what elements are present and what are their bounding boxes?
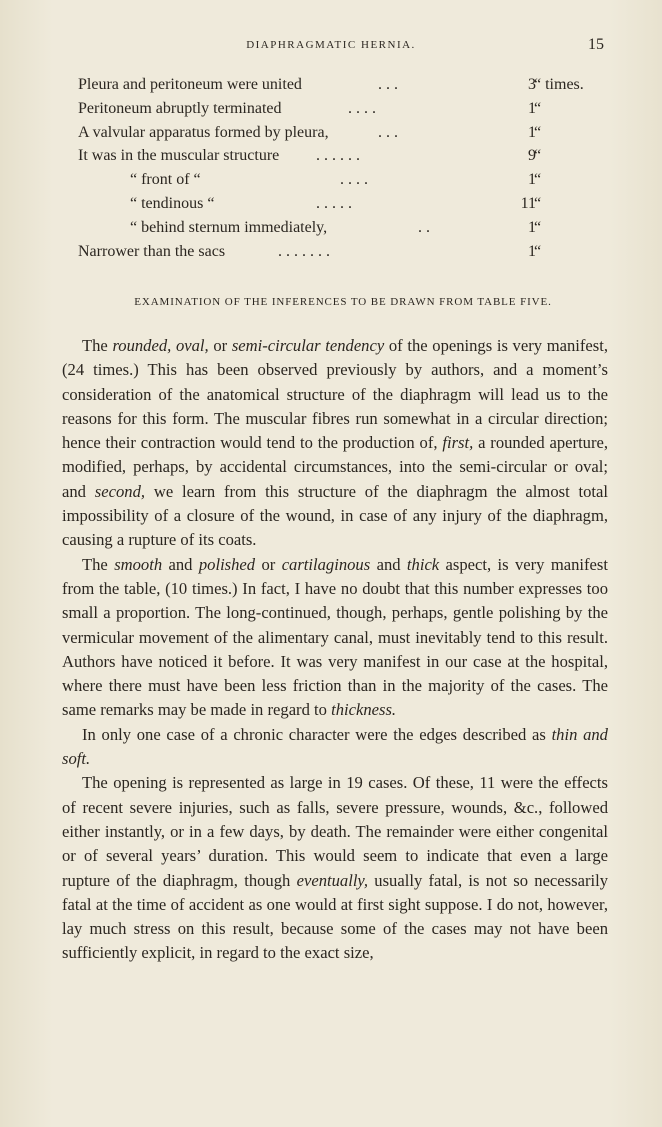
row-count: 11 <box>520 194 536 212</box>
table-row <box>78 121 608 145</box>
row-unit: “ times. <box>534 76 584 93</box>
row-unit: “ <box>534 123 542 141</box>
leader-dots: . . . <box>378 123 398 141</box>
italic-run: rounded, oval, <box>112 336 209 355</box>
row-unit: “ <box>534 242 542 260</box>
row-unit: “ <box>534 194 542 212</box>
row-unit: “ <box>534 147 542 165</box>
row-label: Peritoneum abruptly terminated <box>78 99 282 117</box>
row-count: 1 <box>528 171 536 189</box>
leader-dots: . . . . . <box>316 194 352 212</box>
leader-dots: . . . <box>378 76 398 93</box>
row-count: 1 <box>528 99 536 117</box>
table-row <box>78 168 608 192</box>
body-text <box>62 334 608 966</box>
text-run: The opening is represented as large in 19 cases. Of these, 11 were the effects of recent severe injuries, such as falls, severe pressure, wounds, &c., followed either instantly, or in a few days, by death. The remainder were either congenital or of several years’ duration. This would seem to indicate that even a large rupture of the diaphragm, though <box>62 773 608 890</box>
running-title: DIAPHRAGMATIC HERNIA. <box>246 39 416 51</box>
text-run: we learn from this structure of the diaphragm the almost total impossibility of a closure of the wound, in case of any injury of the diaphragm, causing a rupture of its coats. <box>62 481 609 550</box>
row-count: 9 <box>528 147 536 165</box>
row-unit: “ <box>534 218 542 236</box>
italic-run: thin and soft. <box>62 724 608 769</box>
text-run: or <box>255 554 282 574</box>
table-row <box>78 240 608 264</box>
paragraph <box>62 553 608 723</box>
text-run: usually fatal, is not so necessarily fatal at the time of accident as one would at first sight suppose. I do not, however, lay much stress on this result, because some of the cases may not have been sufficiently explicit, in regard to the exact size, <box>62 870 608 963</box>
text-run: aspect, is very manifest from the table, (10 times.) In fact, I have no doubt that this number expresses too small a proportion. The long-continued, though, perhaps, gentle polishing by the vermicular movement of the alimentary canal, must inevitably tend to this result. Authors have noticed it before. It was very manifest in our case at the hospital, where there must have been less friction than in the majority of the cases. The same remarks may be made in regard to <box>62 554 608 720</box>
italic-run: first, <box>442 433 474 453</box>
italic-run: eventually, <box>296 870 369 890</box>
italic-run: cartilaginous <box>281 554 371 574</box>
running-head <box>0 36 662 56</box>
leader-dots: . . . . <box>340 171 368 189</box>
row-count: 3 <box>528 76 536 93</box>
row-count: 1 <box>528 123 536 141</box>
table-row <box>78 73 608 97</box>
text-run: or <box>208 336 232 355</box>
table-row <box>78 144 608 168</box>
leader-dots: . . . . <box>348 99 376 117</box>
row-label: Pleura and peritoneum were united <box>78 76 302 93</box>
italic-run: smooth <box>114 554 163 574</box>
row-label: Narrower than the sacs <box>78 242 226 260</box>
row-label: “ behind sternum immediately, <box>130 218 328 236</box>
row-count: 1 <box>528 242 536 260</box>
section-heading: EXAMINATION OF THE INFERENCES TO BE DRAWN FROM TABLE FIVE. <box>134 296 552 308</box>
row-label: It was in the muscular structure <box>78 147 280 165</box>
italic-run: second, <box>94 481 146 501</box>
row-unit: “ <box>534 99 542 117</box>
table-row <box>78 216 608 240</box>
text-run: a rounded aperture, modified, perhaps, by accidental circumstances, into the semi-circular or oval; and <box>62 433 609 501</box>
row-label: “ front of “ <box>130 171 201 189</box>
italic-run: polished <box>198 554 256 574</box>
paragraph <box>62 771 608 965</box>
italic-run: thickness. <box>331 700 397 720</box>
text-run: The <box>82 336 113 355</box>
table-row <box>78 192 608 216</box>
paragraph <box>62 723 608 772</box>
page-number: 15 <box>588 36 604 53</box>
text-run: and <box>162 554 199 574</box>
italic-run: semi-circular tendency <box>231 336 385 355</box>
text-run: The <box>82 554 115 574</box>
table-row <box>78 97 608 121</box>
row-unit: “ <box>534 171 542 189</box>
row-count: 1 <box>528 218 536 236</box>
findings-table <box>78 73 608 263</box>
paragraph <box>62 334 608 553</box>
row-label: A valvular apparatus formed by pleura, <box>78 123 329 141</box>
italic-run: thick <box>406 554 440 574</box>
leader-dots: . . . . . . <box>316 147 360 165</box>
leader-dots: . . <box>418 218 430 236</box>
text-run: and <box>370 554 407 574</box>
row-label: “ tendinous “ <box>130 194 215 212</box>
leader-dots: . . . . . . . <box>278 242 330 260</box>
text-run: of the openings is very manifest, (24 times.) This has been observed previously by authors, and a moment’s consideration of the anatomical structure of the diaphragm will lead us to the reasons for this form. The muscular fibres run somewhat in a circular direction; hence their contraction would tend to the production of, <box>62 336 608 453</box>
text-run: In only one case of a chronic character were the edges described as <box>82 724 552 744</box>
